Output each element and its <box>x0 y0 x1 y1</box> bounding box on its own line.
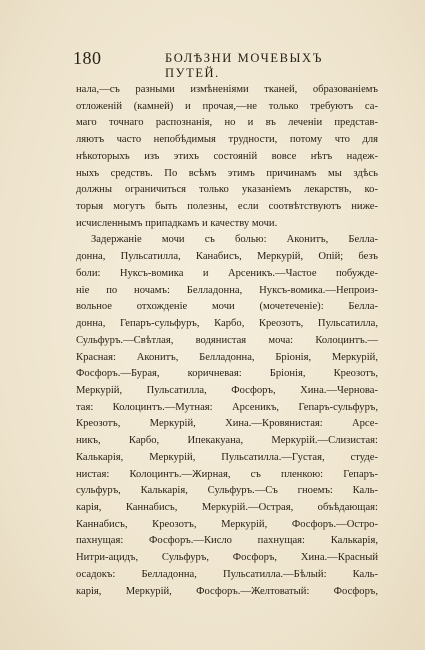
text-line: пахнущая: Фосфоръ.—Кисло пахнущая: Калькарія, <box>76 535 378 547</box>
text-line: маго точнаго распознанія, но и въ леченіи представ- <box>76 117 378 129</box>
text-line: Сульфуръ.—Свѣтлая, водянистая моча: Колоцинтъ.— <box>76 334 378 346</box>
text-line: карія, Каннабисъ, Меркурій.—Острая, объѣдающая: <box>76 501 378 513</box>
text-line: исчисленнымъ припадкамъ и качеству мочи. <box>76 217 278 229</box>
text-line: Задержаніе мочи съ болью: Аконитъ, Белла- <box>91 234 378 246</box>
text-line: ляютъ часто непобѣдимыя трудности, потому что для <box>76 134 378 146</box>
text-line: сульфуръ, Калькарія, Сульфуръ.—Съ гноемъ: Каль- <box>76 485 378 497</box>
text-line: боли: Нуксъ-вомика и Арсеникъ.—Частое побужде- <box>76 267 378 279</box>
text-line: должны ограничиться только указаніемъ лекарствъ, ко- <box>76 184 378 196</box>
text-line: Калькарія, Меркурій, Пульсатилла.—Густая, студе- <box>76 451 378 463</box>
text-line: отложеній (камней) и прочая,—не только требуютъ са- <box>76 100 378 112</box>
text-line: Фосфоръ.—Бурая, коричневая: Бріонія, Креозотъ, <box>76 368 378 380</box>
text-line: осадокъ: Белладонна, Пульсатилла.—Бѣлый: Каль- <box>76 568 378 580</box>
text-line: тая: Колоцинтъ.—Мутная: Арсеникъ, Гепаръ-сульфуръ, <box>76 401 378 413</box>
text-line: ніе по ночамъ: Белладонна, Нуксъ-вомика.—Непроиз- <box>76 284 378 296</box>
text-line: донна, Пульсатилла, Канабисъ, Меркурій, Опій; безъ <box>76 251 378 263</box>
text-line: нѣкоторыхъ изъ этихъ состояній вовсе нѣтъ надеж- <box>76 150 378 162</box>
text-line: ныхъ средствъ. По всѣмъ этимъ причинамъ мы здѣсь <box>76 167 378 179</box>
text-line: карія, Меркурій, Фосфоръ.—Желтоватый: Фосфоръ, <box>76 585 378 597</box>
page-header <box>73 48 378 80</box>
text-line: донна, Гепаръ-сульфуръ, Карбо, Креозотъ, Пульсатилла, <box>76 318 378 330</box>
text-line: никъ, Карбо, Ипекакуана, Меркурій.—Слизистая: <box>76 435 378 447</box>
page-number: 180 <box>73 48 102 68</box>
body-text <box>76 82 378 600</box>
text-line: вольное отхожденіе мочи (мочетеченіе): Белла- <box>76 301 378 313</box>
text-line: Креозотъ, Меркурій, Хина.—Кровянистая: Арсе- <box>76 418 378 430</box>
text-line: нистая: Колоцинтъ.—Жирная, съ пленкою: Гепаръ- <box>76 468 378 480</box>
running-head: БОЛѢЗНИ МОЧЕВЫХЪ ПУТЕЙ. <box>165 51 324 80</box>
text-line: Красная: Аконитъ, Белладонна, Бріонія, Меркурій, <box>76 351 378 363</box>
text-line: торыя могутъ быть полезны, если соотвѣтствуютъ ниже- <box>76 201 378 213</box>
text-line: Каннабисъ, Креозотъ, Меркурій, Фосфоръ.—Остро- <box>76 518 378 530</box>
text-line: Меркурій, Пульсатилла, Фосфоръ, Хина.—Чернова- <box>76 384 378 396</box>
text-line: нала,—съ разными измѣненіями тканей, образованіемъ <box>76 84 378 95</box>
text-line: Нитри-ацидъ, Сульфуръ, Фосфоръ, Хина.—Красный <box>76 552 378 564</box>
